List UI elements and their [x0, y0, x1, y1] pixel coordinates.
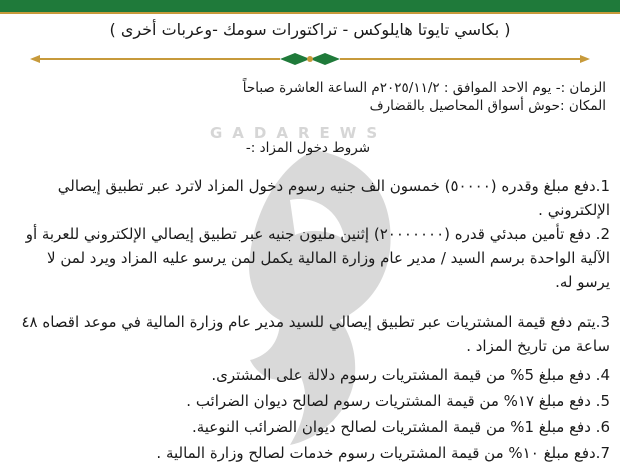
condition-item: 3.يتم دفع قيمة المشتريات عبر تطبيق إيصالي للسيد مدير عام وزارة المالية في موعد اقصاه ٤٨ ساعة من تاريخ المزاد .	[21, 313, 610, 355]
top-accent-bar	[0, 0, 620, 12]
condition-item: 7.دفع مبلغ ١٠% من قيمة المشتريات رسوم خدمات لصالح وزارة المالية .	[156, 444, 610, 462]
conditions-title: شروط دخول المزاد :-	[245, 140, 370, 156]
condition-item: 4. دفع مبلغ 5% من قيمة المشتريات رسوم دلالة على المشترى.	[211, 366, 610, 384]
vehicles-heading: ( بكاسي تايوتا هايلوكس - تراكتورات سومك -وعربات أخرى )	[109, 20, 511, 39]
auction-time: الزمان :- يوم الاحد الموافق : ٢٠٢٥/١١/٢م الساعة العاشرة صباحاً	[242, 80, 606, 96]
watermark-text: GADAREWS	[210, 124, 388, 142]
ornamental-divider	[30, 52, 590, 66]
condition-item: 5. دفع مبلغ ١٧% من قيمة المشتريات رسوم لصالح ديوان الضرائب .	[186, 392, 610, 410]
condition-item: 2. دفع تأمين مبدئي قدره (٢٠٠٠٠٠٠٠) إثنين مليون جنيه عبر تطبيق إيصالي الإلكتروني للعربة أو الآلية الواحدة برسم السيد / مدير عام وزارة المالية يكمل لمن يرسو عليه المزاد ويرد لمن لا يرسو له.	[25, 225, 610, 291]
auction-place: المكان :حوش أسواق المحاصيل بالقضارف	[369, 98, 606, 114]
condition-item: 6. دفع مبلغ 1% من قيمة المشتريات لصالح ديوان الضرائب النوعية.	[191, 418, 610, 436]
condition-item: 1.دفع مبلغ وقدره (٥٠٠٠٠) خمسون الف جنيه رسوم دخول المزاد لاترد عبر تطبيق إيصالي الإلكتروني .	[57, 177, 610, 219]
